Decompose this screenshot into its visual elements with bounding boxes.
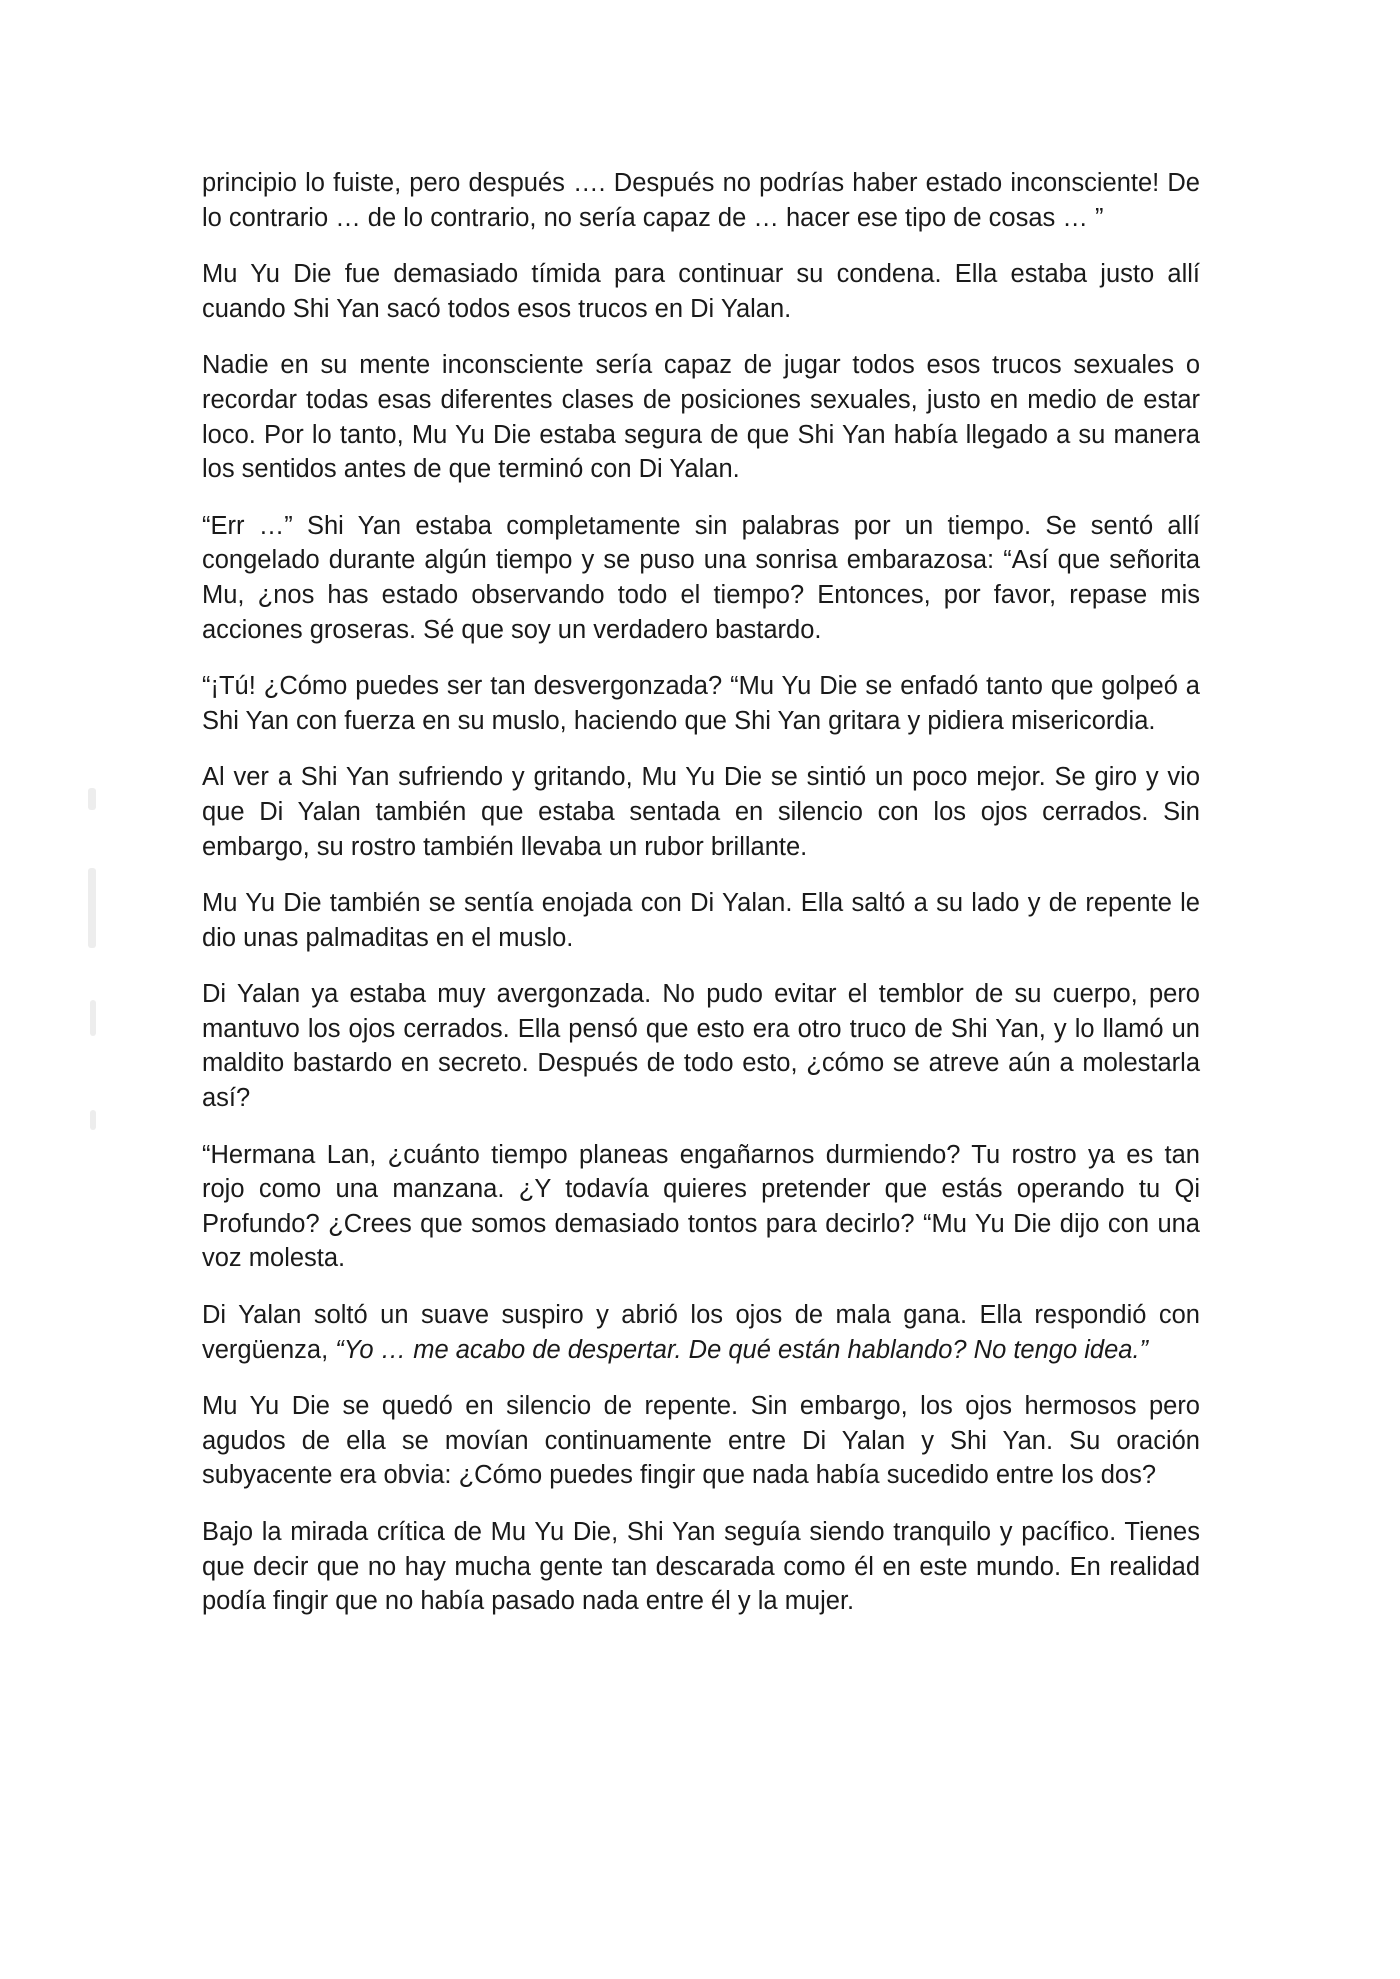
- scan-margin-mark: [90, 1000, 96, 1036]
- document-body: [202, 166, 1200, 1641]
- paragraph: “Hermana Lan, ¿cuánto tiempo planeas engañarnos durmiendo? Tu rostro ya es tan rojo como una manzana. ¿Y todavía quieres pretender que estás operando tu Qi Profundo? ¿Crees que somos demasiado tontos para decirlo? “Mu Yu Die dijo con una voz molesta.: [202, 1140, 1200, 1273]
- paragraph: Mu Yu Die fue demasiado tímida para continuar su condena. Ella estaba justo allí cuando Shi Yan sacó todos esos trucos en Di Yalan.: [202, 260, 1200, 323]
- paragraph: [202, 1298, 1200, 1367]
- scan-margin-mark: [90, 1110, 96, 1130]
- paragraph: principio lo fuiste, pero después …. Después no podrías haber estado inconsciente! De lo contrario … de lo contrario, no sería capaz de … hacer ese tipo de cosas … ”: [202, 169, 1200, 232]
- paragraph: Mu Yu Die se quedó en silencio de repente. Sin embargo, los ojos hermosos pero agudos de ella se movían continuamente entre Di Yalan y Shi Yan. Su oración subyacente era obvia: ¿Cómo puedes fingir que nada había sucedido entre los dos?: [202, 1392, 1200, 1490]
- paragraph: Al ver a Shi Yan sufriendo y gritando, Mu Yu Die se sintió un poco mejor. Se giro y vio que Di Yalan también que estaba sentada en silencio con los ojos cerrados. Sin embargo, su rostro también llevaba un rubor brillante.: [202, 763, 1200, 861]
- scan-margin-mark: [88, 868, 96, 948]
- paragraph: “Err …” Shi Yan estaba completamente sin palabras por un tiempo. Se sentó allí congelado durante algún tiempo y se puso una sonrisa embarazosa: “Así que señorita Mu, ¿nos has estado observando todo el tiempo? Entonces, por favor, repase mis acciones groseras. Sé que soy un verdadero bastardo.: [202, 511, 1200, 644]
- paragraph-text: Di Yalan soltó un suave suspiro y abrió los ojos de mala gana. Ella respondió con vergüenza,: [202, 1301, 1200, 1364]
- italic-quote: “Yo … me acabo de despertar. De qué están hablando? No tengo idea.”: [335, 1335, 1149, 1364]
- paragraph: “¡Tú! ¿Cómo puedes ser tan desvergonzada? “Mu Yu Die se enfadó tanto que golpeó a Shi Yan con fuerza en su muslo, haciendo que Shi Yan gritara y pidiera misericordia.: [202, 672, 1200, 735]
- paragraph: Mu Yu Die también se sentía enojada con Di Yalan. Ella saltó a su lado y de repente le dio unas palmaditas en el muslo.: [202, 889, 1200, 952]
- paragraph: Nadie en su mente inconsciente sería capaz de jugar todos esos trucos sexuales o recordar todas esas diferentes clases de posiciones sexuales, justo en medio de estar loco. Por lo tanto, Mu Yu Die estaba segura de que Shi Yan había llegado a su manera los sentidos antes de que terminó con Di Yalan.: [202, 351, 1200, 484]
- paragraph: Di Yalan ya estaba muy avergonzada. No pudo evitar el temblor de su cuerpo, pero mantuvo los ojos cerrados. Ella pensó que esto era otro truco de Shi Yan, y lo llamó un maldito bastardo en secreto. Después de todo esto, ¿cómo se atreve aún a molestarla así?: [202, 980, 1200, 1113]
- scan-margin-mark: [88, 788, 96, 810]
- paragraph: Bajo la mirada crítica de Mu Yu Die, Shi Yan seguía siendo tranquilo y pacífico. Tienes que decir que no hay mucha gente tan descarada como él en este mundo. En realidad podía fingir que no había pasado nada entre él y la mujer.: [202, 1518, 1200, 1616]
